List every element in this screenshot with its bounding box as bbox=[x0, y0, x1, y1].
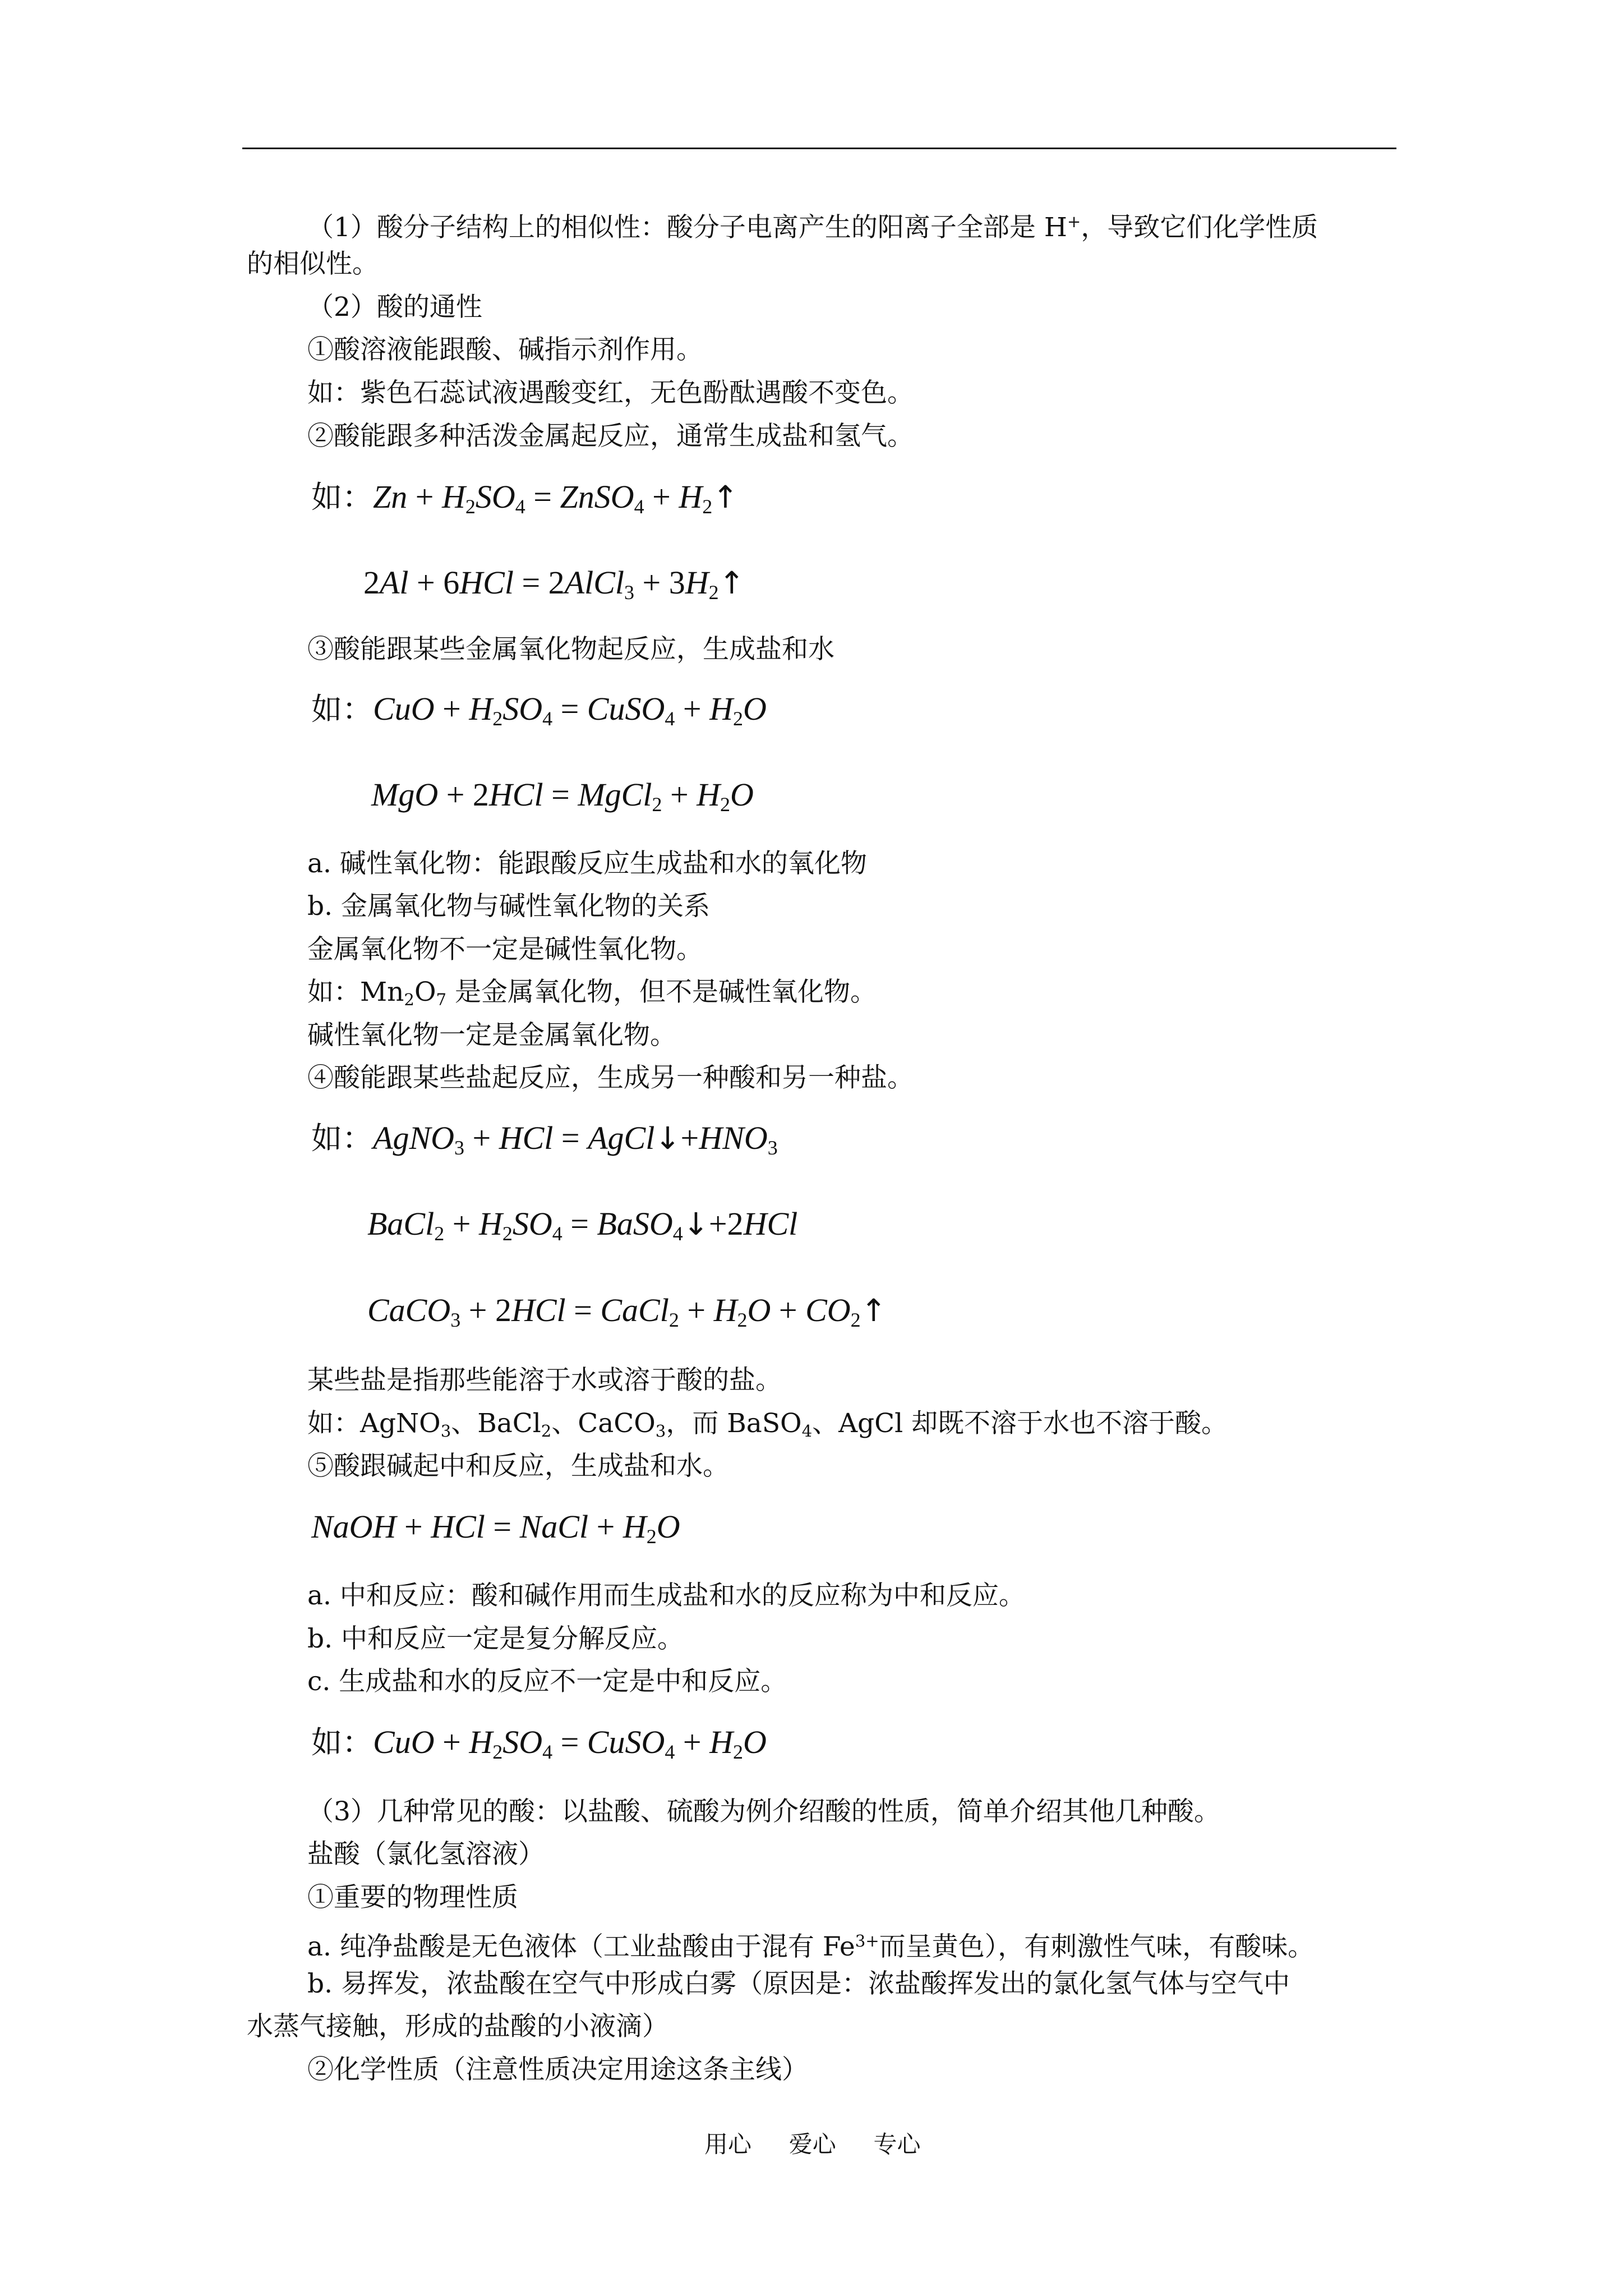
equation-token: Zn bbox=[373, 478, 408, 515]
equation-token: 4 bbox=[542, 1741, 553, 1764]
text-line: a. 中和反应：酸和碱作用而生成盐和水的反应称为中和反应。 bbox=[307, 1580, 1025, 1611]
equation-token: + bbox=[680, 1120, 699, 1156]
equation-token: + bbox=[434, 691, 469, 727]
equation-token: 3 bbox=[624, 581, 634, 604]
text-segment: 7 bbox=[436, 990, 447, 1010]
equation-token: ↑ bbox=[860, 1292, 887, 1328]
text-segment: 是金属氧化物，但不是碱性氧化物。 bbox=[446, 977, 877, 1007]
equation-token: NaCl bbox=[519, 1508, 589, 1545]
text-line: ⑤酸跟碱起中和反应，生成盐和水。 bbox=[307, 1451, 729, 1481]
equation-token: 2 bbox=[708, 581, 719, 604]
equation-token: O bbox=[743, 691, 767, 727]
text-line bbox=[307, 205, 1318, 245]
text-line: 的相似性。 bbox=[247, 249, 379, 279]
equation-token: + bbox=[464, 1120, 499, 1156]
equation-token: AlCl bbox=[564, 564, 625, 601]
equation-token: 如： bbox=[311, 1724, 374, 1760]
equation-token: CuO bbox=[373, 1724, 435, 1760]
equation-token: 2 bbox=[363, 564, 380, 601]
equation-token: 如： bbox=[311, 1120, 374, 1156]
equation-token: + bbox=[396, 1508, 431, 1545]
equation-token: + bbox=[679, 1292, 714, 1328]
chemical-equation bbox=[367, 1204, 797, 1254]
equation-token: 3 bbox=[454, 1137, 464, 1159]
equation-token: O bbox=[743, 1724, 767, 1760]
equation-token: 2 bbox=[737, 1309, 748, 1332]
text-line: 水蒸气接触，形成的盐酸的小液滴） bbox=[247, 2011, 668, 2042]
equation-token: 2 bbox=[720, 793, 731, 816]
header-rule bbox=[242, 148, 1396, 149]
text-line: 金属氧化物不一定是碱性氧化物。 bbox=[307, 934, 703, 965]
equation-token: CuO bbox=[373, 691, 435, 727]
equation-token: BaCl bbox=[367, 1205, 435, 1242]
text-line: b. 金属氧化物与碱性氧化物的关系 bbox=[307, 891, 710, 922]
equation-token: + bbox=[434, 1724, 469, 1760]
text-segment: 2 bbox=[404, 990, 414, 1010]
equation-token: 2 bbox=[652, 793, 662, 816]
equation-token: = bbox=[562, 1205, 597, 1242]
equation-token: + bbox=[771, 1292, 806, 1328]
equation-token: 2 bbox=[492, 707, 503, 730]
chemical-equation bbox=[371, 775, 754, 825]
text-line: 碱性氧化物一定是金属氧化物。 bbox=[307, 1020, 676, 1051]
text-line: ②酸能跟多种活泼金属起反应，通常生成盐和氢气。 bbox=[307, 421, 914, 452]
text-line: ②化学性质（注意性质决定用途这条主线） bbox=[307, 2054, 808, 2085]
equation-token: H bbox=[709, 691, 733, 727]
chemical-equation bbox=[311, 477, 738, 527]
equation-token: ↓ bbox=[654, 1120, 681, 1156]
text-segment: 、CaCO bbox=[551, 1408, 656, 1439]
equation-token: H bbox=[469, 1724, 493, 1760]
chemical-equation bbox=[363, 563, 745, 613]
equation-token: 如： bbox=[311, 691, 374, 727]
equation-token: 2 bbox=[492, 1741, 503, 1764]
text-segment: 2 bbox=[541, 1421, 552, 1441]
text-segment: ，而 BaSO bbox=[666, 1408, 802, 1439]
equation-token: H bbox=[679, 478, 703, 515]
equation-token: AgNO bbox=[373, 1120, 455, 1156]
equation-token: 4 bbox=[665, 1741, 675, 1764]
text-line: a. 碱性氧化物：能跟酸反应生成盐和水的氧化物 bbox=[307, 848, 867, 879]
equation-token: + bbox=[675, 691, 710, 727]
text-line: ①酸溶液能跟酸、碱指示剂作用。 bbox=[307, 334, 703, 365]
equation-token: + bbox=[408, 564, 444, 601]
text-line: （2）酸的通性 bbox=[307, 292, 482, 323]
equation-token: SO bbox=[502, 691, 543, 727]
text-line: 如：紫色石蕊试液遇酸变红，无色酚酞遇酸不变色。 bbox=[307, 378, 914, 408]
equation-token: 2 bbox=[646, 1525, 657, 1548]
text-segment: a. 纯净盐酸是无色液体（工业盐酸由于混有 Fe bbox=[307, 1931, 855, 1963]
equation-token: H bbox=[709, 1724, 733, 1760]
text-segment: （1）酸分子结构上的相似性：酸分子电离产生的阳离子全部是 H bbox=[307, 212, 1067, 243]
equation-token: 3 bbox=[668, 564, 685, 601]
text-line: b. 易挥发，浓盐酸在空气中形成白雾（原因是：浓盐酸挥发出的氯化氢气体与空气中 bbox=[307, 1968, 1290, 1999]
equation-token: = bbox=[565, 1292, 601, 1328]
equation-token: 3 bbox=[767, 1137, 778, 1159]
text-segment: 3+ bbox=[855, 1931, 879, 1950]
equation-token: O bbox=[747, 1292, 771, 1328]
equation-token: ↓ bbox=[683, 1206, 709, 1242]
equation-token: CuSO bbox=[587, 691, 665, 727]
chemical-equation bbox=[311, 1722, 767, 1772]
equation-token: HCl bbox=[743, 1205, 798, 1242]
equation-token: CaCO bbox=[367, 1292, 451, 1328]
equation-token: BaSO bbox=[597, 1205, 673, 1242]
equation-token: 2 bbox=[732, 707, 743, 730]
equation-token: SO bbox=[502, 1724, 543, 1760]
equation-token: H bbox=[713, 1292, 737, 1328]
text-line: c. 生成盐和水的反应不一定是中和反应。 bbox=[307, 1666, 787, 1697]
equation-token: = bbox=[525, 478, 560, 515]
text-line: 盐酸（氯化氢溶液） bbox=[307, 1839, 545, 1870]
text-segment: 而呈黄色），有刺激性气味，有酸味。 bbox=[879, 1931, 1315, 1963]
equation-token: 6 bbox=[443, 564, 460, 601]
equation-token: 4 bbox=[515, 495, 525, 518]
text-line bbox=[307, 976, 877, 1016]
text-segment: 、BaCl bbox=[451, 1408, 541, 1439]
equation-token: ↑ bbox=[712, 479, 739, 515]
equation-token: = bbox=[553, 1120, 588, 1156]
equation-token: + bbox=[588, 1508, 623, 1545]
equation-token: + bbox=[407, 478, 442, 515]
equation-token: HCl bbox=[459, 564, 514, 601]
equation-token: NaOH bbox=[311, 1508, 396, 1545]
equation-token: MgCl bbox=[578, 776, 652, 813]
equation-token: 2 bbox=[548, 564, 565, 601]
equation-token: + bbox=[444, 1205, 479, 1242]
equation-token: = bbox=[552, 691, 587, 727]
equation-token: 2 bbox=[850, 1309, 861, 1332]
equation-token: HCl bbox=[499, 1120, 554, 1156]
equation-token: 4 bbox=[634, 495, 644, 518]
text-line bbox=[307, 1924, 1314, 1964]
equation-token: + bbox=[644, 478, 679, 515]
text-segment: ，导致它们化学性质 bbox=[1081, 212, 1318, 243]
equation-token: + bbox=[460, 1292, 495, 1328]
equation-token: 4 bbox=[552, 1222, 562, 1245]
equation-token: MgO bbox=[371, 776, 439, 813]
equation-token: +2 bbox=[708, 1205, 744, 1242]
text-segment: 如：AgNO bbox=[307, 1408, 441, 1439]
text-segment: 3 bbox=[440, 1421, 451, 1441]
equation-token: + bbox=[675, 1724, 710, 1760]
equation-token: H bbox=[469, 691, 493, 727]
equation-token: 4 bbox=[665, 707, 675, 730]
equation-token: = bbox=[543, 776, 578, 813]
equation-token: CO bbox=[805, 1292, 851, 1328]
text-segment: + bbox=[1067, 212, 1081, 231]
equation-token: + bbox=[634, 564, 669, 601]
text-line: ③酸能跟某些金属氧化物起反应，生成盐和水 bbox=[307, 634, 834, 665]
equation-token: 4 bbox=[542, 707, 553, 730]
text-line: ①重要的物理性质 bbox=[307, 1882, 518, 1913]
equation-token: 2 bbox=[668, 1309, 679, 1332]
equation-token: 3 bbox=[450, 1309, 461, 1332]
text-line: ④酸能跟某些盐起反应，生成另一种酸和另一种盐。 bbox=[307, 1062, 914, 1093]
equation-token: CaCl bbox=[600, 1292, 669, 1328]
equation-token: = bbox=[513, 564, 548, 601]
equation-token: H bbox=[685, 564, 709, 601]
equation-token: AgCl bbox=[588, 1120, 655, 1156]
equation-token: 4 bbox=[672, 1222, 683, 1245]
equation-token: 2 bbox=[702, 495, 713, 518]
equation-token: H bbox=[697, 776, 721, 813]
equation-token: SO bbox=[512, 1205, 552, 1242]
equation-token: H bbox=[442, 478, 465, 515]
equation-token: 2 bbox=[434, 1222, 445, 1245]
text-segment: 、AgCl 却既不溶于水也不溶于酸。 bbox=[812, 1408, 1228, 1439]
text-segment: 如：Mn bbox=[307, 977, 404, 1007]
equation-token: Al bbox=[380, 564, 409, 601]
equation-token: CuSO bbox=[587, 1724, 665, 1760]
text-line bbox=[307, 1407, 1228, 1448]
equation-token: O bbox=[656, 1508, 680, 1545]
equation-token: = bbox=[552, 1724, 587, 1760]
chemical-equation bbox=[311, 689, 767, 739]
equation-token: = bbox=[485, 1508, 520, 1545]
equation-token: + bbox=[662, 776, 697, 813]
text-line: b. 中和反应一定是复分解反应。 bbox=[307, 1623, 684, 1654]
equation-token: 2 bbox=[502, 1222, 513, 1245]
equation-token: HCl bbox=[511, 1292, 566, 1328]
equation-token: 2 bbox=[465, 495, 476, 518]
equation-token: HNO bbox=[699, 1120, 768, 1156]
page-footer: 用心 爱心 专心 bbox=[704, 2131, 921, 2158]
equation-token: HCl bbox=[431, 1508, 485, 1545]
chemical-equation bbox=[311, 1118, 778, 1168]
text-segment: O bbox=[414, 977, 436, 1007]
equation-token: + bbox=[438, 776, 473, 813]
text-segment: 4 bbox=[801, 1421, 813, 1441]
equation-token: 2 bbox=[732, 1741, 743, 1764]
equation-token: ZnSO bbox=[560, 478, 634, 515]
equation-token: H bbox=[623, 1508, 647, 1545]
equation-token: 2 bbox=[495, 1292, 511, 1328]
equation-token: ↑ bbox=[718, 565, 745, 601]
equation-token: O bbox=[730, 776, 754, 813]
text-line: 某些盐是指那些能溶于水或溶于酸的盐。 bbox=[307, 1365, 782, 1396]
chemical-equation bbox=[311, 1507, 680, 1557]
equation-token: 2 bbox=[472, 776, 489, 813]
chemical-equation bbox=[367, 1290, 887, 1340]
equation-token: H bbox=[478, 1205, 502, 1242]
equation-token: HCl bbox=[488, 776, 543, 813]
equation-token: 如： bbox=[311, 479, 374, 515]
text-segment: 3 bbox=[655, 1421, 666, 1441]
text-line: （3）几种常见的酸：以盐酸、硫酸为例介绍酸的性质，简单介绍其他几种酸。 bbox=[307, 1796, 1220, 1827]
equation-token: SO bbox=[475, 478, 515, 515]
